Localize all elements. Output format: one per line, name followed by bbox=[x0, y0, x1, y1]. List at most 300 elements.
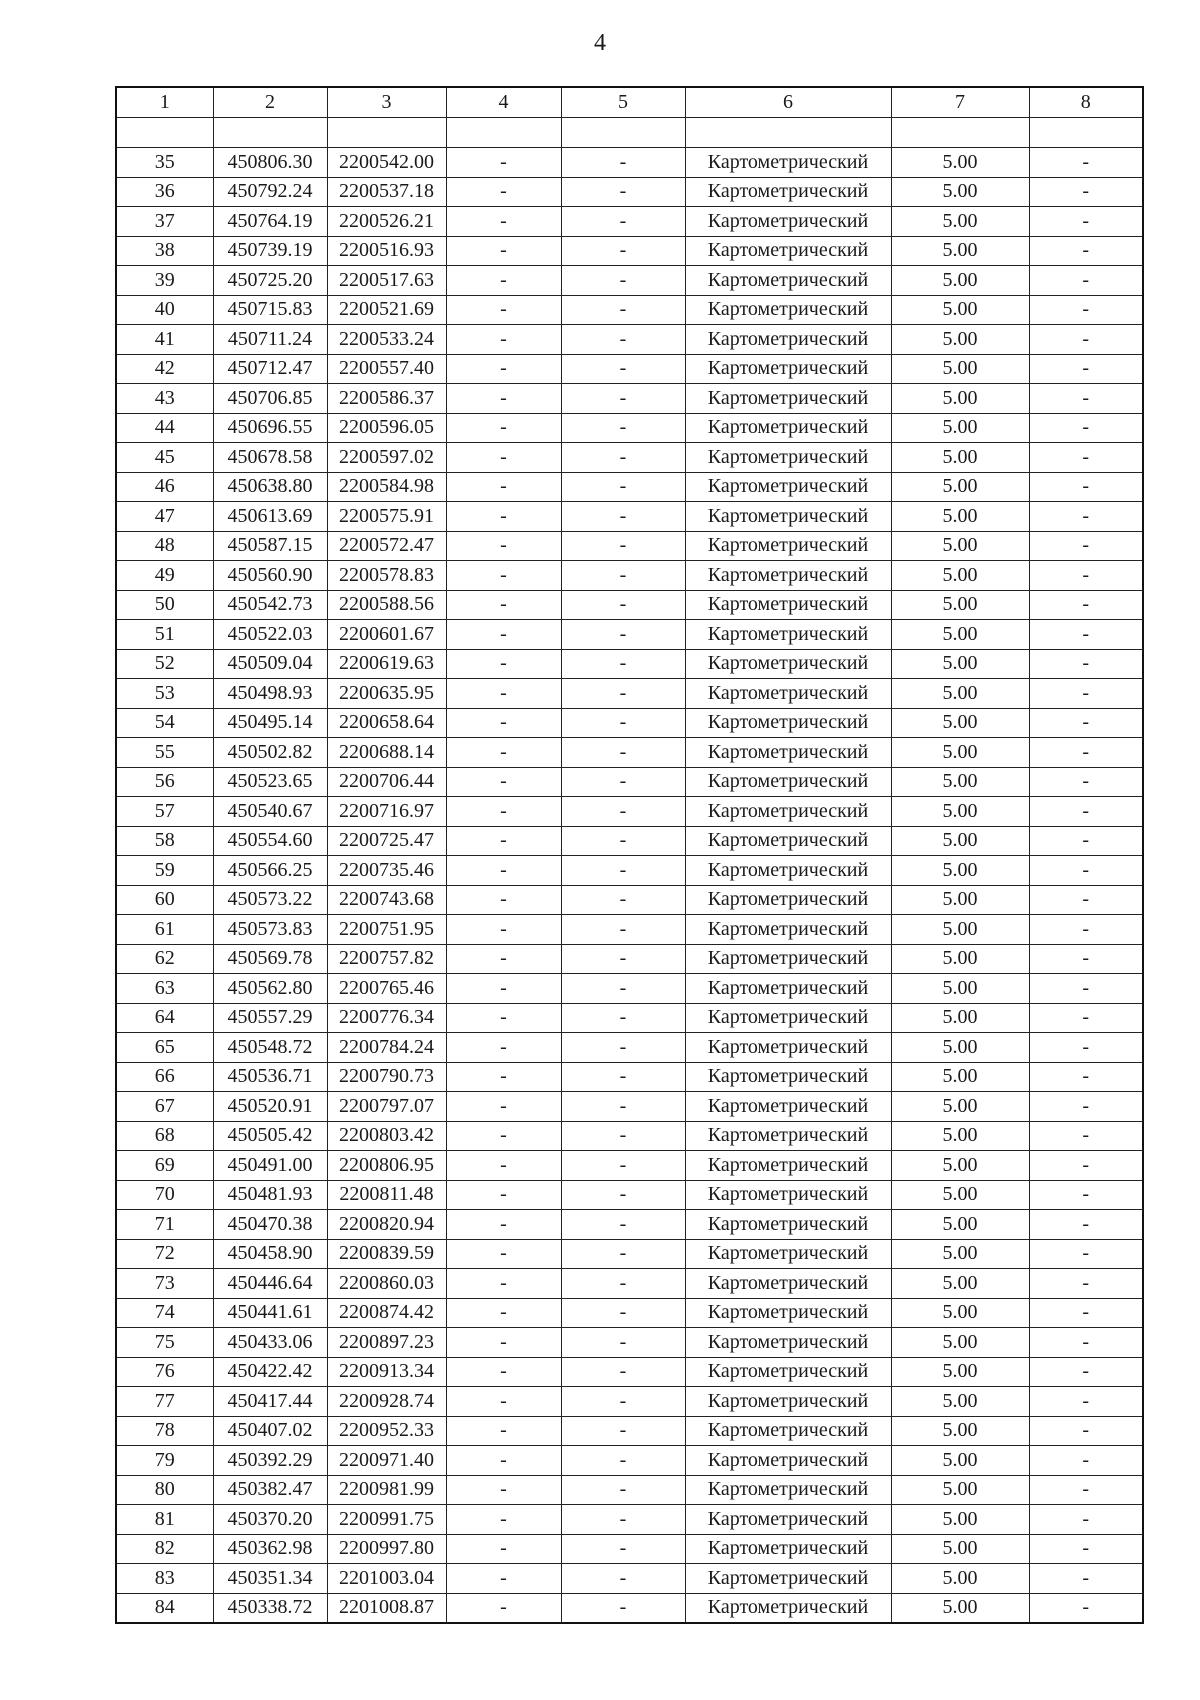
table-cell: - bbox=[561, 944, 685, 974]
table-cell: Картометрический bbox=[685, 1387, 891, 1417]
table-cell: - bbox=[446, 207, 561, 237]
table-cell: Картометрический bbox=[685, 826, 891, 856]
table-cell: - bbox=[446, 915, 561, 945]
table-cell: - bbox=[446, 1003, 561, 1033]
table-cell: - bbox=[561, 443, 685, 473]
table-cell: 2200578.83 bbox=[327, 561, 446, 591]
table-cell: Картометрический bbox=[685, 1269, 891, 1299]
table-cell: - bbox=[1029, 1564, 1143, 1594]
table-cell: 5.00 bbox=[891, 236, 1029, 266]
table-cell: 5.00 bbox=[891, 325, 1029, 355]
table-cell: 2200688.14 bbox=[327, 738, 446, 768]
table-cell: - bbox=[446, 797, 561, 827]
table-cell: - bbox=[561, 885, 685, 915]
table-cell: - bbox=[561, 502, 685, 532]
table-cell: - bbox=[561, 531, 685, 561]
table-cell: Картометрический bbox=[685, 531, 891, 561]
table-cell: 2200526.21 bbox=[327, 207, 446, 237]
table-cell: 450498.93 bbox=[213, 679, 327, 709]
table-row bbox=[116, 767, 1143, 797]
table-cell: Картометрический bbox=[685, 502, 891, 532]
table-cell: - bbox=[446, 1180, 561, 1210]
table-cell: - bbox=[561, 1564, 685, 1594]
table-cell: - bbox=[1029, 295, 1143, 325]
table-cell: 36 bbox=[116, 177, 213, 207]
table-row bbox=[116, 1033, 1143, 1063]
table-cell: Картометрический bbox=[685, 1357, 891, 1387]
table-cell: - bbox=[561, 767, 685, 797]
table-cell: 2200757.82 bbox=[327, 944, 446, 974]
table-cell: 450338.72 bbox=[213, 1593, 327, 1623]
table-cell: - bbox=[446, 561, 561, 591]
table-cell: 450470.38 bbox=[213, 1210, 327, 1240]
table-cell: 84 bbox=[116, 1593, 213, 1623]
table-cell: 5.00 bbox=[891, 1180, 1029, 1210]
header-row bbox=[116, 87, 1143, 118]
table-cell: 5.00 bbox=[891, 502, 1029, 532]
table-row bbox=[116, 856, 1143, 886]
table-cell: - bbox=[561, 295, 685, 325]
table-cell: Картометрический bbox=[685, 148, 891, 178]
table-cell: Картометрический bbox=[685, 325, 891, 355]
table-cell: - bbox=[561, 649, 685, 679]
table-cell: 450495.14 bbox=[213, 708, 327, 738]
table-cell: 5.00 bbox=[891, 944, 1029, 974]
table-body bbox=[116, 118, 1143, 1624]
table-cell: - bbox=[1029, 1475, 1143, 1505]
table-cell: 2200860.03 bbox=[327, 1269, 446, 1299]
table-cell: Картометрический bbox=[685, 1151, 891, 1181]
table-cell: 2200897.23 bbox=[327, 1328, 446, 1358]
table-cell: 450491.00 bbox=[213, 1151, 327, 1181]
table-cell: - bbox=[446, 1092, 561, 1122]
table-cell: 450458.90 bbox=[213, 1239, 327, 1269]
table-cell: - bbox=[561, 1210, 685, 1240]
table-cell: - bbox=[446, 1121, 561, 1151]
table-cell: - bbox=[1029, 738, 1143, 768]
table-cell: 450554.60 bbox=[213, 826, 327, 856]
table-cell: 450560.90 bbox=[213, 561, 327, 591]
table-cell: 2200913.34 bbox=[327, 1357, 446, 1387]
table-cell: - bbox=[446, 649, 561, 679]
table-cell: Картометрический bbox=[685, 443, 891, 473]
column-header: 4 bbox=[446, 87, 561, 118]
table-cell: 5.00 bbox=[891, 1151, 1029, 1181]
table-cell: 450548.72 bbox=[213, 1033, 327, 1063]
table-cell: Картометрический bbox=[685, 620, 891, 650]
table-cell: - bbox=[1029, 974, 1143, 1004]
table-cell: - bbox=[561, 797, 685, 827]
table-cell: 66 bbox=[116, 1062, 213, 1092]
table-cell bbox=[685, 118, 891, 148]
table-cell: 5.00 bbox=[891, 1003, 1029, 1033]
table-cell: 5.00 bbox=[891, 384, 1029, 414]
table-cell: 44 bbox=[116, 413, 213, 443]
table-row bbox=[116, 472, 1143, 502]
table-cell: 5.00 bbox=[891, 472, 1029, 502]
table-row bbox=[116, 974, 1143, 1004]
table-cell: Картометрический bbox=[685, 561, 891, 591]
table-cell: - bbox=[561, 207, 685, 237]
table-cell: - bbox=[446, 767, 561, 797]
table-cell: 5.00 bbox=[891, 1239, 1029, 1269]
table-row bbox=[116, 649, 1143, 679]
table-cell: - bbox=[446, 1328, 561, 1358]
table-cell: Картометрический bbox=[685, 708, 891, 738]
table-cell: 5.00 bbox=[891, 915, 1029, 945]
table-cell: 450502.82 bbox=[213, 738, 327, 768]
table-cell: 39 bbox=[116, 266, 213, 296]
table-cell: 450433.06 bbox=[213, 1328, 327, 1358]
table-cell: 5.00 bbox=[891, 413, 1029, 443]
table-row bbox=[116, 1446, 1143, 1476]
table-cell: 450557.29 bbox=[213, 1003, 327, 1033]
table-cell: 5.00 bbox=[891, 708, 1029, 738]
table-cell: 5.00 bbox=[891, 738, 1029, 768]
table-cell: 450696.55 bbox=[213, 413, 327, 443]
table-cell: 2200584.98 bbox=[327, 472, 446, 502]
table-row bbox=[116, 354, 1143, 384]
table-cell: - bbox=[446, 974, 561, 1004]
table-cell: - bbox=[1029, 1180, 1143, 1210]
table-cell: 450678.58 bbox=[213, 443, 327, 473]
table-cell: 5.00 bbox=[891, 148, 1029, 178]
table-cell: - bbox=[446, 944, 561, 974]
table-cell: 58 bbox=[116, 826, 213, 856]
table-cell: Картометрический bbox=[685, 738, 891, 768]
table-cell: 5.00 bbox=[891, 620, 1029, 650]
table-cell: - bbox=[1029, 1298, 1143, 1328]
table-cell: 5.00 bbox=[891, 1033, 1029, 1063]
table-cell: - bbox=[561, 738, 685, 768]
table-cell: 45 bbox=[116, 443, 213, 473]
table-cell: - bbox=[1029, 1387, 1143, 1417]
table-cell: - bbox=[561, 1298, 685, 1328]
table-cell: - bbox=[1029, 1062, 1143, 1092]
table-cell: 68 bbox=[116, 1121, 213, 1151]
table-cell: 42 bbox=[116, 354, 213, 384]
table-cell bbox=[446, 118, 561, 148]
table-cell: - bbox=[1029, 1269, 1143, 1299]
table-cell: - bbox=[1029, 561, 1143, 591]
table-cell: - bbox=[561, 1446, 685, 1476]
column-header: 8 bbox=[1029, 87, 1143, 118]
table-cell: Картометрический bbox=[685, 856, 891, 886]
table-cell: - bbox=[1029, 1534, 1143, 1564]
table-row bbox=[116, 826, 1143, 856]
table-row bbox=[116, 443, 1143, 473]
table-cell: 73 bbox=[116, 1269, 213, 1299]
table-cell: 450417.44 bbox=[213, 1387, 327, 1417]
table-cell: - bbox=[1029, 767, 1143, 797]
table-row bbox=[116, 915, 1143, 945]
table-cell: Картометрический bbox=[685, 649, 891, 679]
table-cell: Картометрический bbox=[685, 236, 891, 266]
table-cell: 5.00 bbox=[891, 1564, 1029, 1594]
table-cell: - bbox=[561, 236, 685, 266]
table-cell: - bbox=[561, 856, 685, 886]
table-cell: Картометрический bbox=[685, 295, 891, 325]
table-cell: - bbox=[446, 679, 561, 709]
table-cell: - bbox=[446, 1387, 561, 1417]
table-row bbox=[116, 236, 1143, 266]
table-cell: 450569.78 bbox=[213, 944, 327, 974]
table-cell: - bbox=[1029, 1003, 1143, 1033]
table-cell: 78 bbox=[116, 1416, 213, 1446]
table-cell: 2200596.05 bbox=[327, 413, 446, 443]
table-cell: - bbox=[561, 1505, 685, 1535]
table-cell: - bbox=[446, 472, 561, 502]
table-row bbox=[116, 177, 1143, 207]
table-cell: - bbox=[1029, 1092, 1143, 1122]
table-cell: 2200952.33 bbox=[327, 1416, 446, 1446]
table-cell: Картометрический bbox=[685, 1475, 891, 1505]
page-number: 4 bbox=[594, 30, 606, 56]
table-cell: 65 bbox=[116, 1033, 213, 1063]
table-row bbox=[116, 1593, 1143, 1623]
table-row bbox=[116, 944, 1143, 974]
table-cell: - bbox=[561, 1387, 685, 1417]
table-row bbox=[116, 1357, 1143, 1387]
table-cell: - bbox=[1029, 207, 1143, 237]
table-cell: 2201003.04 bbox=[327, 1564, 446, 1594]
table-cell: - bbox=[446, 295, 561, 325]
table-cell: 450446.64 bbox=[213, 1269, 327, 1299]
table-row bbox=[116, 1239, 1143, 1269]
table-cell: 5.00 bbox=[891, 1416, 1029, 1446]
table-cell: - bbox=[561, 1269, 685, 1299]
table-cell: 38 bbox=[116, 236, 213, 266]
table-cell: - bbox=[561, 472, 685, 502]
table-cell: - bbox=[561, 620, 685, 650]
table-cell: 2200635.95 bbox=[327, 679, 446, 709]
table-cell: 2200790.73 bbox=[327, 1062, 446, 1092]
table-cell: 2200811.48 bbox=[327, 1180, 446, 1210]
table-cell: - bbox=[1029, 590, 1143, 620]
column-header: 3 bbox=[327, 87, 446, 118]
table-cell: - bbox=[446, 590, 561, 620]
table-cell: 75 bbox=[116, 1328, 213, 1358]
table-cell: 5.00 bbox=[891, 295, 1029, 325]
table-cell: Картометрический bbox=[685, 1210, 891, 1240]
table-cell: Картометрический bbox=[685, 915, 891, 945]
table-cell: 450638.80 bbox=[213, 472, 327, 502]
table-row bbox=[116, 1092, 1143, 1122]
table-cell: - bbox=[1029, 1446, 1143, 1476]
table-cell: 450540.67 bbox=[213, 797, 327, 827]
table-cell: 60 bbox=[116, 885, 213, 915]
table-cell: Картометрический bbox=[685, 1298, 891, 1328]
table-cell: - bbox=[446, 1033, 561, 1063]
table-cell: Картометрический bbox=[685, 1505, 891, 1535]
table-cell: Картометрический bbox=[685, 590, 891, 620]
table-cell: - bbox=[446, 1357, 561, 1387]
table-cell: 82 bbox=[116, 1534, 213, 1564]
table-row bbox=[116, 1475, 1143, 1505]
table-cell: 63 bbox=[116, 974, 213, 1004]
table-cell: 2200542.00 bbox=[327, 148, 446, 178]
table-cell: 64 bbox=[116, 1003, 213, 1033]
table-cell: 47 bbox=[116, 502, 213, 532]
table-cell: 2200776.34 bbox=[327, 1003, 446, 1033]
table-cell: - bbox=[446, 1534, 561, 1564]
table-cell: - bbox=[1029, 354, 1143, 384]
table-cell: - bbox=[561, 1416, 685, 1446]
table-cell: - bbox=[561, 325, 685, 355]
table-cell: - bbox=[1029, 856, 1143, 886]
table-row bbox=[116, 502, 1143, 532]
table-cell: 5.00 bbox=[891, 1475, 1029, 1505]
table-cell: - bbox=[446, 266, 561, 296]
table-cell: 43 bbox=[116, 384, 213, 414]
table-cell: 5.00 bbox=[891, 207, 1029, 237]
table-cell: 2200751.95 bbox=[327, 915, 446, 945]
table-cell: - bbox=[561, 1151, 685, 1181]
table-cell: - bbox=[446, 1210, 561, 1240]
table-cell: Картометрический bbox=[685, 1564, 891, 1594]
table-cell: - bbox=[561, 148, 685, 178]
table-cell: 53 bbox=[116, 679, 213, 709]
table-cell: 450725.20 bbox=[213, 266, 327, 296]
table-cell: - bbox=[561, 1062, 685, 1092]
table-cell: 450573.22 bbox=[213, 885, 327, 915]
table-cell: 450505.42 bbox=[213, 1121, 327, 1151]
table-cell: - bbox=[1029, 885, 1143, 915]
table-cell: 450806.30 bbox=[213, 148, 327, 178]
table-cell: - bbox=[1029, 1210, 1143, 1240]
table-cell: 2200991.75 bbox=[327, 1505, 446, 1535]
table-cell: - bbox=[1029, 797, 1143, 827]
table-cell: 67 bbox=[116, 1092, 213, 1122]
table-cell: - bbox=[446, 1269, 561, 1299]
table-cell: Картометрический bbox=[685, 472, 891, 502]
table-cell: 76 bbox=[116, 1357, 213, 1387]
table-cell: - bbox=[446, 236, 561, 266]
table-cell bbox=[891, 118, 1029, 148]
table-cell: 450522.03 bbox=[213, 620, 327, 650]
table-cell: Картометрический bbox=[685, 1121, 891, 1151]
table-cell: Картометрический bbox=[685, 1239, 891, 1269]
table-row bbox=[116, 413, 1143, 443]
table-cell: - bbox=[1029, 472, 1143, 502]
table-cell: 2200765.46 bbox=[327, 974, 446, 1004]
table-cell: - bbox=[561, 1092, 685, 1122]
table-cell: 450562.80 bbox=[213, 974, 327, 1004]
table-cell: - bbox=[1029, 413, 1143, 443]
table-row bbox=[116, 148, 1143, 178]
table-cell: 450706.85 bbox=[213, 384, 327, 414]
table-cell: Картометрический bbox=[685, 1593, 891, 1623]
table-cell bbox=[561, 118, 685, 148]
table-cell: - bbox=[1029, 944, 1143, 974]
table-cell: 2200601.67 bbox=[327, 620, 446, 650]
table-cell: 450509.04 bbox=[213, 649, 327, 679]
table-cell: - bbox=[1029, 1239, 1143, 1269]
table-row bbox=[116, 1062, 1143, 1092]
table-cell: - bbox=[1029, 443, 1143, 473]
column-header: 1 bbox=[116, 87, 213, 118]
table-cell: 5.00 bbox=[891, 266, 1029, 296]
table-row bbox=[116, 1328, 1143, 1358]
table-row bbox=[116, 384, 1143, 414]
table-cell: 2200619.63 bbox=[327, 649, 446, 679]
table-cell: 5.00 bbox=[891, 1387, 1029, 1417]
table-cell: 81 bbox=[116, 1505, 213, 1535]
table-cell: 450792.24 bbox=[213, 177, 327, 207]
table-cell: 2200928.74 bbox=[327, 1387, 446, 1417]
table-cell: - bbox=[446, 502, 561, 532]
table-cell: - bbox=[1029, 384, 1143, 414]
table-cell: - bbox=[446, 856, 561, 886]
table-cell: Картометрический bbox=[685, 679, 891, 709]
table-cell: - bbox=[1029, 1151, 1143, 1181]
table-cell: 5.00 bbox=[891, 1328, 1029, 1358]
table-cell: - bbox=[561, 561, 685, 591]
table-cell: 2200658.64 bbox=[327, 708, 446, 738]
table-cell: - bbox=[1029, 708, 1143, 738]
table-row bbox=[116, 561, 1143, 591]
table-cell: - bbox=[1029, 177, 1143, 207]
table-cell: - bbox=[561, 826, 685, 856]
table-cell: 2200797.07 bbox=[327, 1092, 446, 1122]
table-cell: 2200743.68 bbox=[327, 885, 446, 915]
table-cell: - bbox=[561, 1328, 685, 1358]
table-cell: - bbox=[446, 1593, 561, 1623]
table-cell: 2200820.94 bbox=[327, 1210, 446, 1240]
table-cell: Картометрический bbox=[685, 1033, 891, 1063]
table-cell: 5.00 bbox=[891, 885, 1029, 915]
table-cell: 450407.02 bbox=[213, 1416, 327, 1446]
table-cell: 450587.15 bbox=[213, 531, 327, 561]
table-cell: 450613.69 bbox=[213, 502, 327, 532]
table-cell: - bbox=[561, 1593, 685, 1623]
table-cell: - bbox=[446, 1151, 561, 1181]
table-cell: 46 bbox=[116, 472, 213, 502]
table-cell: Картометрический bbox=[685, 266, 891, 296]
table-cell: 5.00 bbox=[891, 797, 1029, 827]
table-cell: Картометрический bbox=[685, 944, 891, 974]
table-cell: 48 bbox=[116, 531, 213, 561]
table-cell: 450573.83 bbox=[213, 915, 327, 945]
table-cell: 2200521.69 bbox=[327, 295, 446, 325]
table-row bbox=[116, 1534, 1143, 1564]
table-cell: 2200971.40 bbox=[327, 1446, 446, 1476]
table-row bbox=[116, 738, 1143, 768]
table-cell: - bbox=[1029, 1357, 1143, 1387]
table-cell: Картометрический bbox=[685, 207, 891, 237]
table-cell: 450764.19 bbox=[213, 207, 327, 237]
table-cell: Картометрический bbox=[685, 413, 891, 443]
table-cell: - bbox=[446, 177, 561, 207]
table-cell: 2200716.97 bbox=[327, 797, 446, 827]
table-cell: - bbox=[446, 738, 561, 768]
table-cell: 69 bbox=[116, 1151, 213, 1181]
table-cell: Картометрический bbox=[685, 1180, 891, 1210]
table-cell: Картометрический bbox=[685, 1534, 891, 1564]
table-cell: - bbox=[561, 679, 685, 709]
table-cell: 70 bbox=[116, 1180, 213, 1210]
table-cell: 2200725.47 bbox=[327, 826, 446, 856]
table-cell: 450536.71 bbox=[213, 1062, 327, 1092]
table-cell: - bbox=[1029, 236, 1143, 266]
table-cell: 54 bbox=[116, 708, 213, 738]
table-cell: - bbox=[446, 1564, 561, 1594]
table-cell: 49 bbox=[116, 561, 213, 591]
table-cell: - bbox=[561, 1033, 685, 1063]
table-cell: 57 bbox=[116, 797, 213, 827]
table-cell: 2200839.59 bbox=[327, 1239, 446, 1269]
table-cell: - bbox=[1029, 531, 1143, 561]
